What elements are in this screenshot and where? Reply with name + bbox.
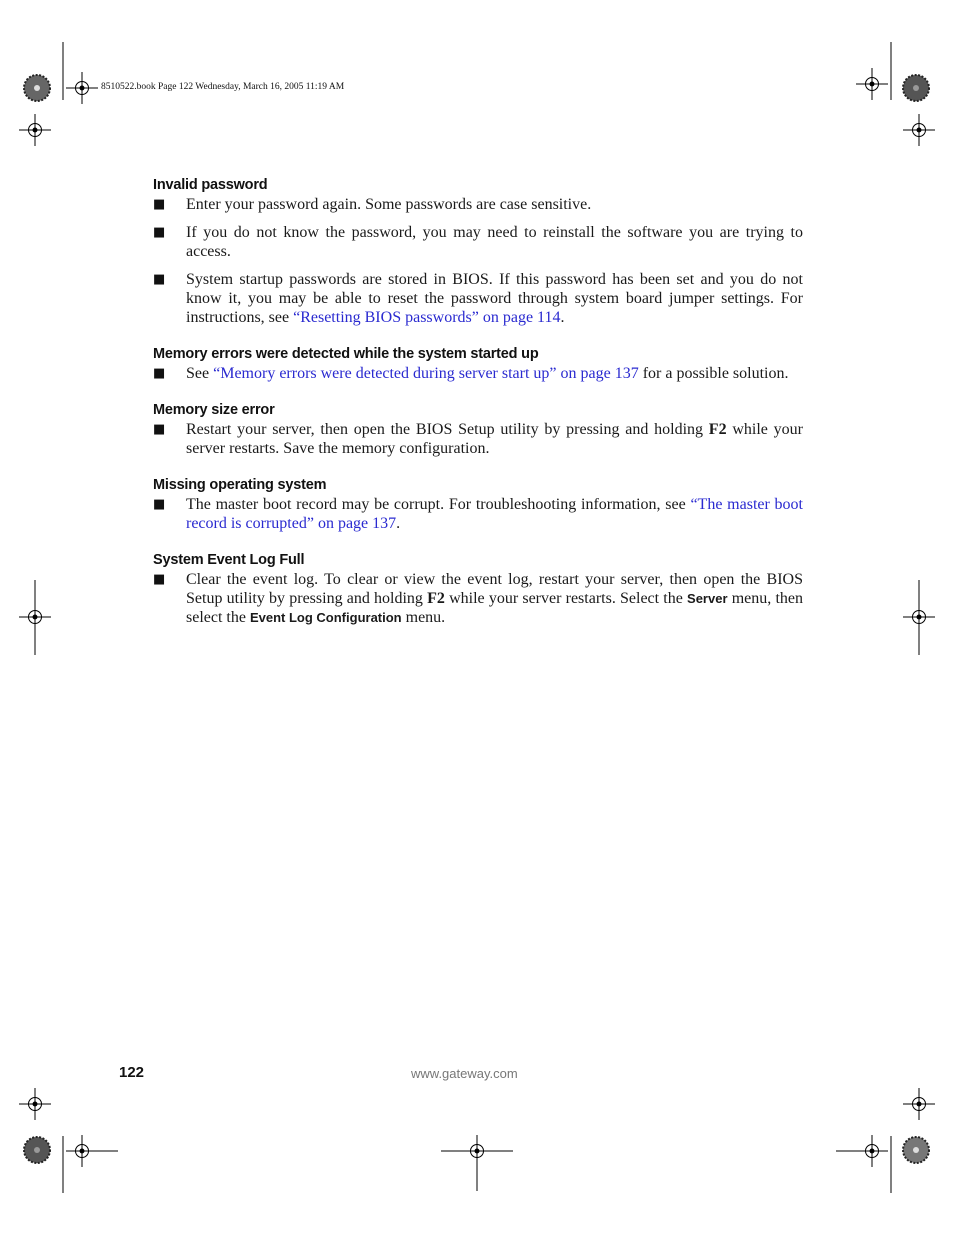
section-heading: Memory size error xyxy=(153,402,275,418)
registration-mark-left-lower xyxy=(19,1088,51,1120)
item-text: If you do not know the password, you may need to reinstall the software you are trying to access. xyxy=(186,224,803,260)
registration-mark-left-upper xyxy=(19,114,51,146)
starburst-bottom-right xyxy=(903,1137,929,1163)
registration-mark-top-left xyxy=(66,72,98,104)
section-memory-size-error xyxy=(153,401,803,458)
key-label: F2 xyxy=(708,421,727,438)
section-missing-os xyxy=(153,476,803,533)
list-item xyxy=(153,570,803,627)
bullet-icon: ■ xyxy=(153,572,166,587)
bullet-icon: ■ xyxy=(153,422,166,437)
item-text: The master boot record may be corrupt. For troubleshooting information, see xyxy=(186,496,691,513)
menu-name-event-log-configuration: Event Log Configuration xyxy=(249,610,402,625)
item-text-end: while your server restarts. Save the memory configuration. xyxy=(186,421,804,457)
menu-name-server: Server xyxy=(687,591,728,606)
item-text: See xyxy=(186,365,214,382)
registration-mark-right-lower xyxy=(903,1088,935,1120)
section-heading: Invalid password xyxy=(153,177,268,193)
item-text: Clear the event log. To clear or view the event log, restart your server, then open the BIOS Setup utility by pressing and holding xyxy=(186,571,803,607)
section-heading: Missing operating system xyxy=(153,477,327,493)
cross-reference-link[interactable]: “Resetting BIOS passwords” on page 114 xyxy=(293,309,561,326)
item-text: Enter your password again. Some passwords are case sensitive. xyxy=(186,196,592,213)
list-item xyxy=(153,420,803,458)
item-text-end: menu. xyxy=(401,609,446,626)
list-item xyxy=(153,195,803,214)
registration-mark-bottom-left xyxy=(66,1135,118,1167)
item-text: Restart your server, then open the BIOS Setup utility by pressing and holding xyxy=(186,421,709,438)
bullet-icon: ■ xyxy=(153,366,166,381)
document-body xyxy=(153,176,803,627)
cross-reference-link[interactable]: “The master boot record is corrupted” on page 137 xyxy=(186,496,804,532)
item-text-end: for a possible solution. xyxy=(638,365,789,382)
registration-mark-bottom-center xyxy=(441,1135,513,1191)
registration-mark-bottom-right xyxy=(836,1135,888,1167)
starburst-top-right xyxy=(903,75,929,101)
key-label: F2 xyxy=(427,590,445,607)
registration-mark-right-middle xyxy=(903,601,935,633)
page-number: 122 xyxy=(119,1064,145,1081)
bullet-icon: ■ xyxy=(153,225,166,240)
starburst-bottom-left xyxy=(24,1137,50,1163)
section-invalid-password xyxy=(153,176,803,327)
item-text-middle: while your server restarts. Select the xyxy=(444,590,688,607)
bullet-icon: ■ xyxy=(153,272,166,287)
registration-mark-left-middle xyxy=(19,601,51,633)
section-memory-errors xyxy=(153,345,803,383)
book-header: 8510522.book Page 122 Wednesday, March 16, 2005 11:19 AM xyxy=(101,82,345,92)
list-item xyxy=(153,270,803,327)
cross-reference-link[interactable]: “Memory errors were detected during server start up” on page 137 xyxy=(213,365,639,382)
item-text-end: . xyxy=(396,515,401,532)
starburst-top-left xyxy=(24,75,50,101)
item-text-end: . xyxy=(560,309,565,326)
list-item xyxy=(153,223,803,261)
bullet-icon: ■ xyxy=(153,497,166,512)
footer-url: www.gateway.com xyxy=(411,1066,518,1081)
section-heading: System Event Log Full xyxy=(153,552,305,568)
list-item xyxy=(153,364,803,383)
section-system-event-log-full xyxy=(153,551,803,627)
registration-mark-top-right xyxy=(856,68,888,100)
registration-mark-right-upper xyxy=(903,114,935,146)
item-text-middle-2: menu, then select the xyxy=(186,590,803,626)
list-item xyxy=(153,495,803,533)
bullet-icon: ■ xyxy=(153,197,166,212)
section-heading: Memory errors were detected while the system started up xyxy=(153,346,539,362)
item-text: System startup passwords are stored in BIOS. If this password has been set and you do not know it, you may be able to reset the password through system board jumper settings. For instructions, see xyxy=(186,271,803,326)
